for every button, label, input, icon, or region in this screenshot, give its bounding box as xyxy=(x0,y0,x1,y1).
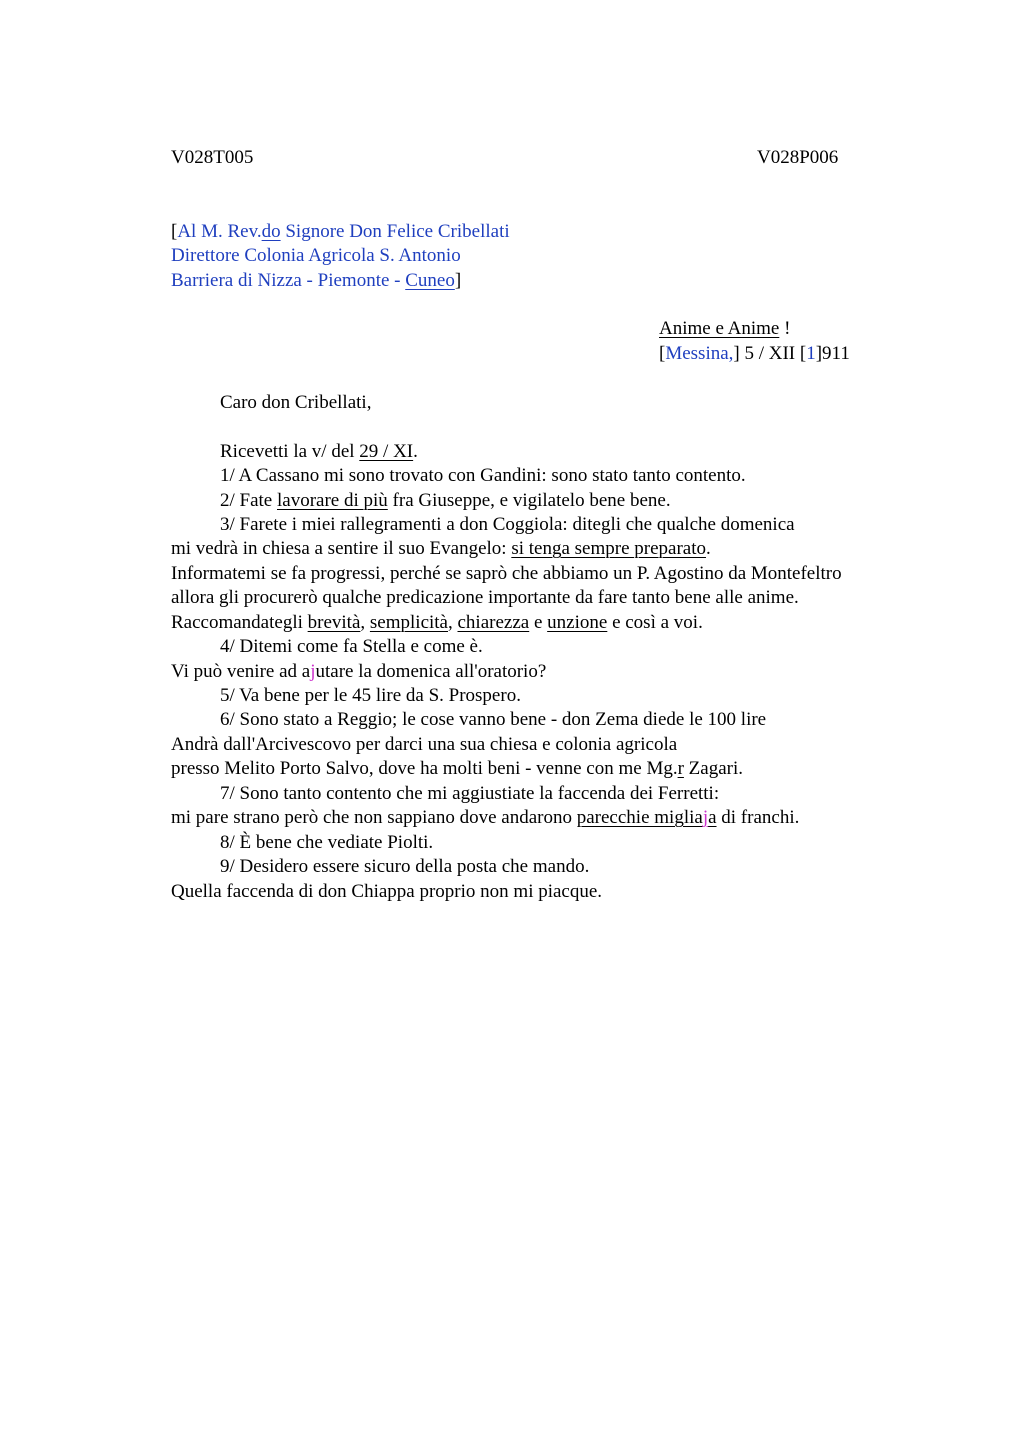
body-line: 8/ È bene che vediate Piolti. xyxy=(220,832,434,853)
body-line: Raccomandategli brevità, semplicità, chiarezza e unzione e così a voi. xyxy=(171,612,703,633)
body-line: 4/ Ditemi come fa Stella e come è. xyxy=(220,636,483,657)
body-line: 7/ Sono tanto contento che mi aggiustiate la faccenda dei Ferretti: xyxy=(220,783,720,804)
body-line: 5/ Va bene per le 45 lire da S. Prospero. xyxy=(220,685,521,706)
body-line: Ricevetti la v/ del 29 / XI. xyxy=(220,441,418,462)
motto: Anime e Anime ! xyxy=(659,318,791,339)
place-date: [Messina,] 5 / XII [1]911 xyxy=(659,343,850,364)
document-code-right: V028P006 xyxy=(757,147,839,168)
body-line: mi vedrà in chiesa a sentire il suo Evangelo: si tenga sempre preparato. xyxy=(171,538,711,559)
body-line: 3/ Farete i miei rallegramenti a don Coggiola: ditegli che qualche domenica xyxy=(220,514,795,535)
document-code-left: V028T005 xyxy=(171,147,254,168)
address-line-2: Direttore Colonia Agricola S. Antonio xyxy=(171,245,461,266)
body-line: Quella faccenda di don Chiappa proprio non mi piacque. xyxy=(171,881,603,902)
body-line: Vi può venire ad ajutare la domenica all'oratorio? xyxy=(171,661,547,682)
body-line: 6/ Sono stato a Reggio; le cose vanno bene - don Zema diede le 100 lire xyxy=(220,709,767,730)
address-line-1: [Al M. Rev.do Signore Don Felice Cribellati xyxy=(171,221,510,242)
body-line: 1/ A Cassano mi sono trovato con Gandini: sono stato tanto contento. xyxy=(220,465,746,486)
body-line: allora gli procurerò qualche predicazione importante da fare tanto bene alle anime. xyxy=(171,587,799,608)
body-line: presso Melito Porto Salvo, dove ha molti beni - venne con me Mg.r Zagari. xyxy=(171,758,743,779)
salutation: Caro don Cribellati, xyxy=(220,392,372,413)
body-line: 9/ Desidero essere sicuro della posta che mando. xyxy=(220,856,590,877)
body-line: 2/ Fate lavorare di più fra Giuseppe, e vigilatelo bene bene. xyxy=(220,490,671,511)
body-line: Informatemi se fa progressi, perché se saprò che abbiamo un P. Agostino da Montefeltro xyxy=(171,563,842,584)
address-line-3: Barriera di Nizza - Piemonte - Cuneo] xyxy=(171,270,462,291)
body-line: Andrà dall'Arcivescovo per darci una sua chiesa e colonia agricola xyxy=(171,734,678,755)
body-line: mi pare strano però che non sappiano dove andarono parecchie migliaja di franchi. xyxy=(171,807,800,828)
